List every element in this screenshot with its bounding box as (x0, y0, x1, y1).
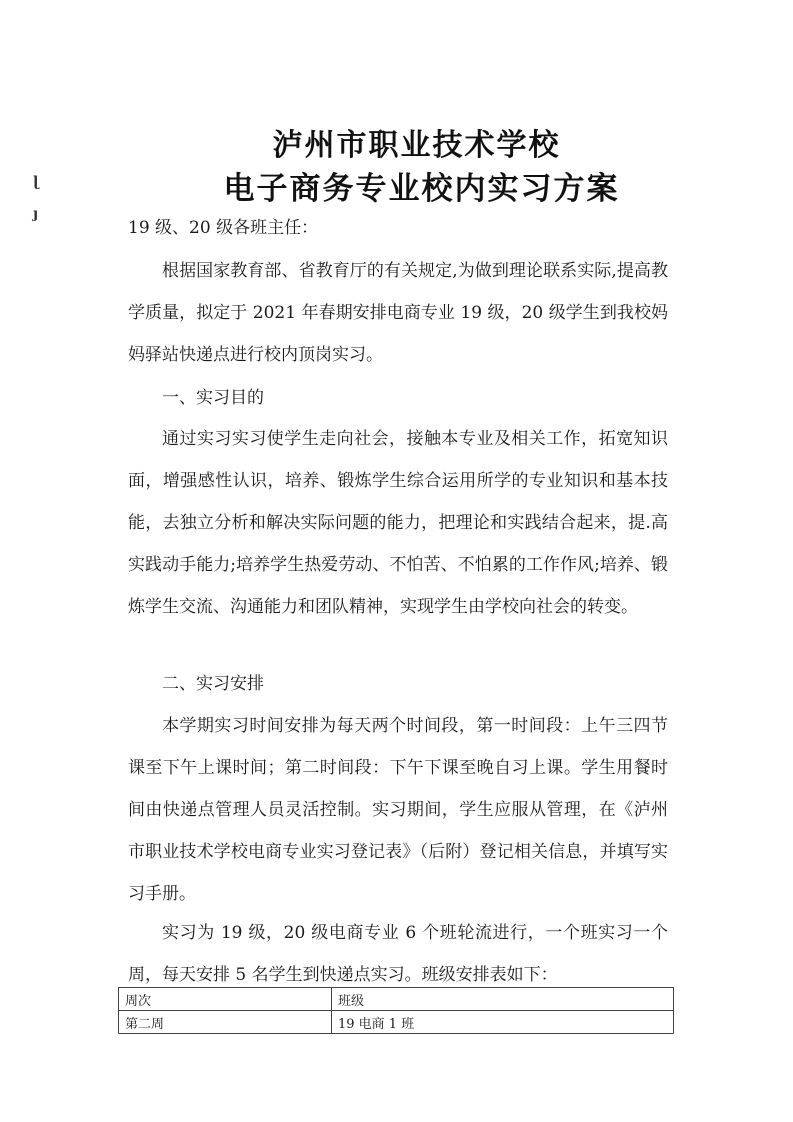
intro-paragraph (128, 250, 668, 376)
document-title-plan: 电子商务专业校内实习方案 (223, 171, 620, 207)
section-heading-purpose (128, 377, 668, 419)
intro-paragraph-text: 根据国家教育部、省教育厅的有关规定,为做到理论联系实际,提高教学质量，拟定于 2021 年春期安排电商专业 19 级，20 级学生到我校妈妈驿站快递点进行校内顶岗实习。 (128, 261, 668, 365)
table-cell-week: 第二周 (119, 1011, 332, 1034)
purpose-paragraph (128, 418, 668, 628)
table-cell-class: 19 电商 1 班 (332, 1011, 674, 1034)
margin-mark: ɭ (33, 174, 39, 190)
table-header-row (119, 988, 674, 1011)
table-header-class: 班级 (332, 988, 674, 1011)
document-title-school: 泸州市职业技术学校 (272, 128, 561, 163)
section-heading-text: 二、实习安排 (162, 674, 264, 694)
class-schedule-table (118, 987, 674, 1034)
section-heading-text: 一、实习目的 (162, 388, 264, 408)
salutation (128, 207, 668, 249)
section-heading-arrangement (128, 663, 668, 705)
arrangement-paragraph-text: 本学期实习时间安排为每天两个时间段，第一时间段：上午三四节课至下午上课时间；第二时间段：下午下课至晚自习上课。学生用餐时间由快递点管理人员灵活控制。实习期间，学生应服从管理，在《泸州市职业技术学校电商专业实习登记表》（后附）登记相关信息，并填写实习手册。 (128, 716, 668, 904)
salutation-text: 19 级、20 级各班主任： (128, 218, 319, 238)
table-row (119, 1011, 674, 1034)
rotation-paragraph (128, 912, 668, 996)
purpose-paragraph-text: 通过实习实习使学生走向社会，接触本专业及相关工作，拓宽知识面，增强感性认识，培养、锻炼学生综合运用所学的专业知识和基本技能，去独立分析和解决实际问题的能力，把理论和实践结合起来，提.高实践动手能力;培养学生热爱劳动、不怕苦、不怕累的工作作风;培养、锻炼学生交流、沟通能力和团队精神，实现学生由学校向社会的转变。 (128, 429, 668, 617)
margin-mark: ȷ (33, 206, 39, 222)
rotation-paragraph-text: 实习为 19 级，20 级电商专业 6 个班轮流进行，一个班实习一个周，每天安排 5 名学生到快递点实习。班级安排表如下： (128, 923, 668, 985)
arrangement-paragraph (128, 705, 668, 915)
table-header-week: 周次 (119, 988, 332, 1011)
